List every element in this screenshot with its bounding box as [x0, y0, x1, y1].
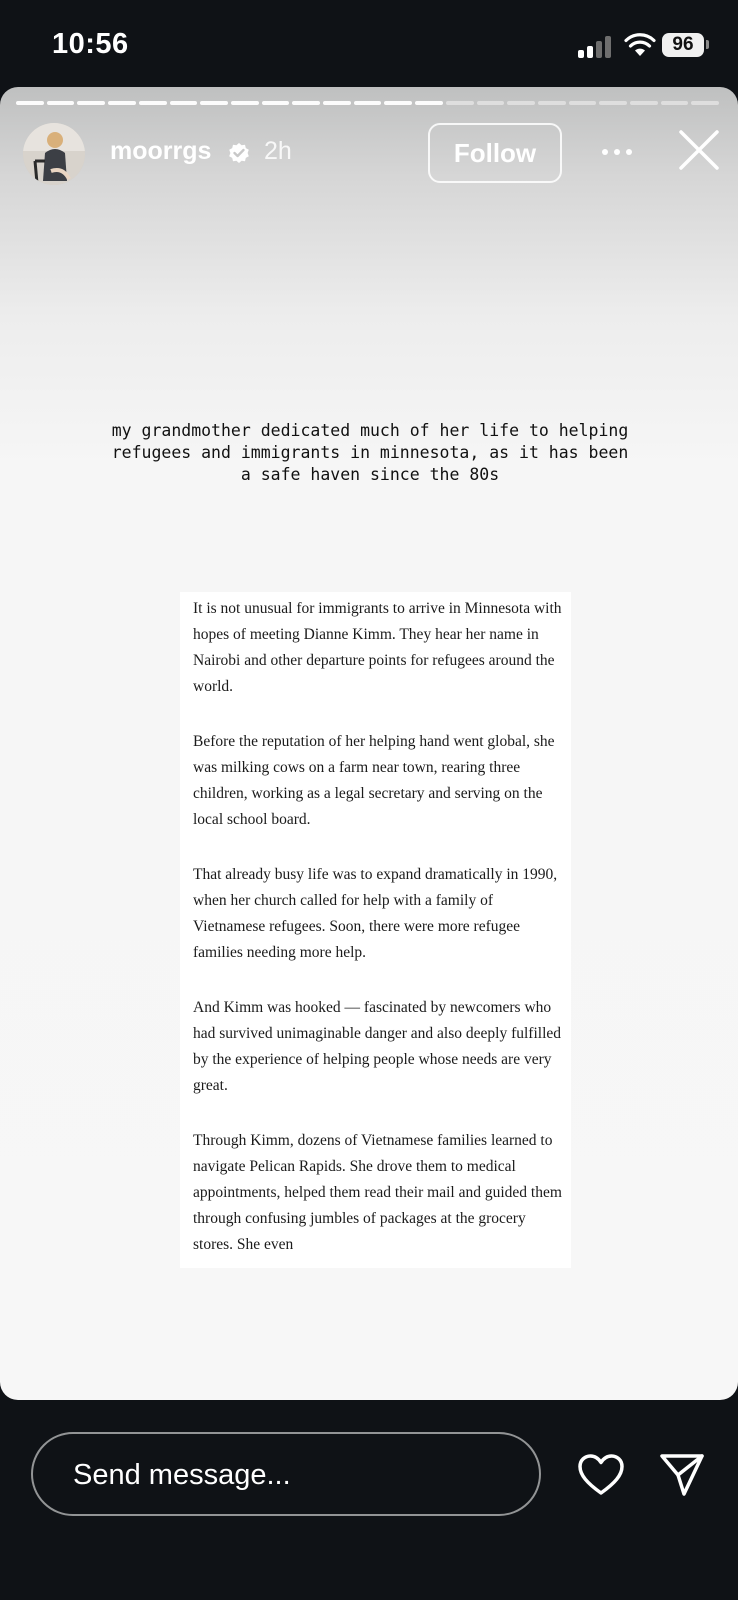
article-paragraph: It is not unusual for immigrants to arrive in Minnesota with hopes of meeting Dianne Kimm. They hear her name in Nairobi and other departure points for refugees around the world. [193, 600, 562, 695]
progress-segment [292, 101, 320, 105]
battery-nub [706, 40, 709, 49]
progress-segment [415, 101, 443, 105]
article-paragraph: Before the reputation of her helping hand went global, she was milking cows on a farm near town, rearing three children, working as a legal secretary and serving on the local school board. [193, 733, 555, 828]
progress-segment [47, 101, 75, 105]
story-progress-bar [16, 101, 722, 105]
send-icon[interactable] [658, 1452, 706, 1498]
heart-icon[interactable] [577, 1453, 625, 1497]
progress-segment [661, 101, 689, 105]
avatar-image [23, 123, 85, 185]
progress-segment [691, 101, 719, 105]
status-time: 10:56 [52, 28, 129, 60]
battery-indicator: 96 [662, 33, 704, 57]
follow-button[interactable]: Follow [428, 123, 562, 183]
progress-segment [16, 101, 44, 105]
progress-segment [569, 101, 597, 105]
more-options-icon[interactable] [600, 147, 634, 157]
article-paragraph: That already busy life was to expand dramatically in 1990, when her church called for help with a family of Vietnamese refugees. Soon, there were more refugee families needing more help. [193, 866, 558, 961]
close-icon[interactable] [678, 129, 720, 171]
progress-segment [139, 101, 167, 105]
wifi-icon [624, 32, 656, 58]
verified-badge-icon [228, 142, 250, 164]
story-caption: my grandmother dedicated much of her life to helping refugees and immigrants in minnesota, as it has been a safe haven since the 80s [111, 421, 629, 484]
progress-segment [323, 101, 351, 105]
progress-segment [630, 101, 658, 105]
progress-segment [538, 101, 566, 105]
progress-segment [384, 101, 412, 105]
cellular-signal-icon [578, 34, 612, 58]
article-paragraph: And Kimm was hooked — fascinated by newcomers who had survived unimaginable danger and also deeply fulfilled by the experience of helping people whose needs are very great. [193, 999, 562, 1094]
progress-segment [507, 101, 535, 105]
article-paragraph: Through Kimm, dozens of Vietnamese families learned to navigate Pelican Rapids. She drove them to medical appointments, helped them read their mail and guided them through confusing jumbles of packages at the grocery stores. She even [193, 1132, 562, 1253]
story-time-ago: 2h [264, 137, 292, 165]
article-screenshot [180, 592, 571, 1268]
story-username[interactable]: moorrgs [110, 137, 212, 165]
progress-segment [599, 101, 627, 105]
progress-segment [108, 101, 136, 105]
progress-segment [231, 101, 259, 105]
avatar[interactable] [23, 123, 85, 185]
send-message-input[interactable] [31, 1432, 541, 1516]
progress-segment [477, 101, 505, 105]
progress-segment [200, 101, 228, 105]
progress-segment [77, 101, 105, 105]
story-viewer[interactable] [0, 87, 738, 1400]
progress-segment [170, 101, 198, 105]
send-message-placeholder: Send message... [73, 1459, 291, 1491]
progress-segment [262, 101, 290, 105]
progress-segment [354, 101, 382, 105]
progress-segment [446, 101, 474, 105]
status-bar [0, 0, 738, 88]
